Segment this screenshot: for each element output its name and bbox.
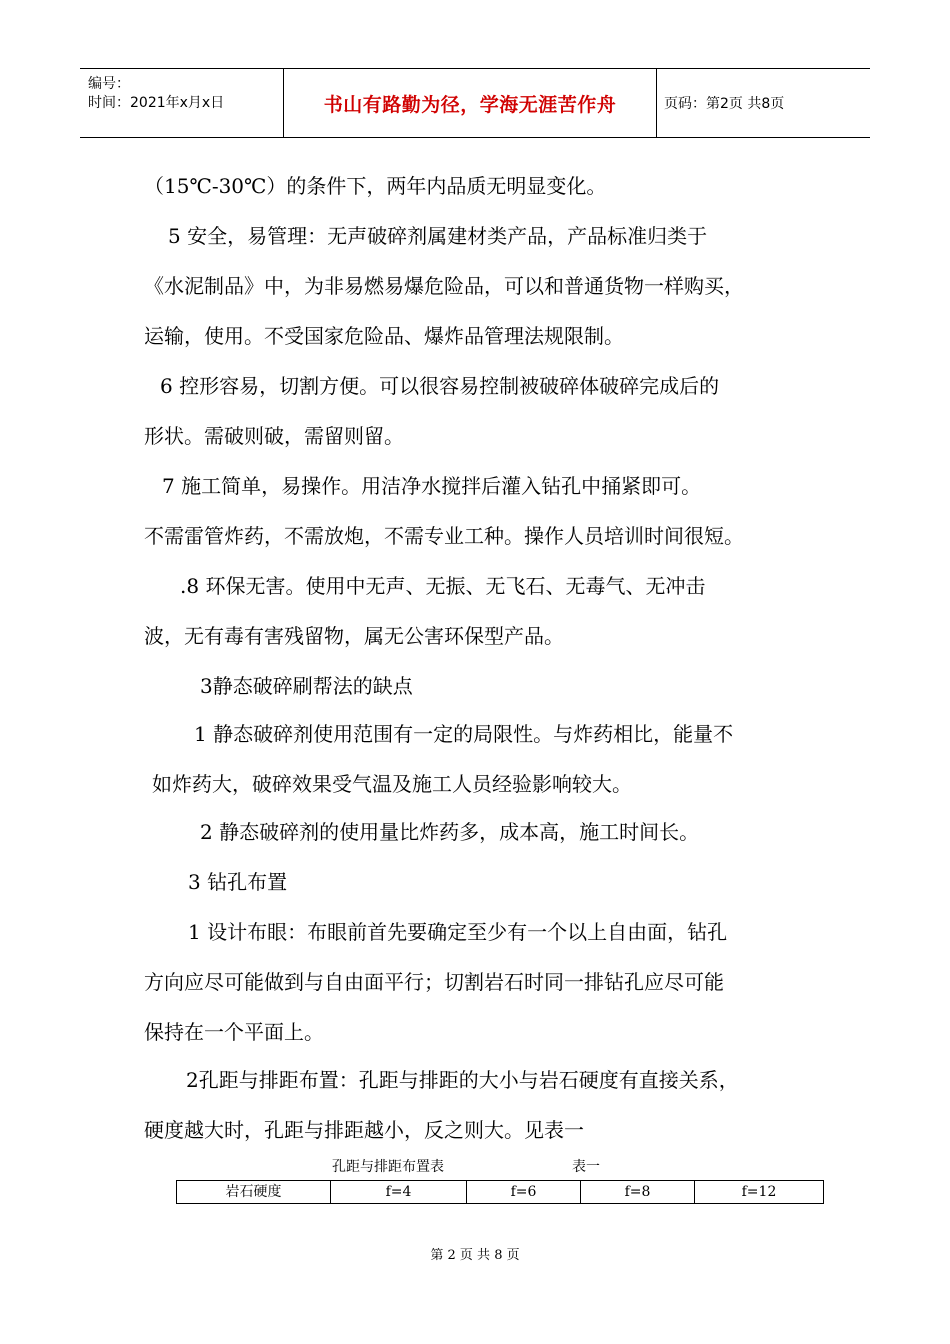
header-motto-cell bbox=[283, 69, 657, 137]
body-line: （15℃-30℃）的条件下，两年内品质无明显变化。 bbox=[144, 174, 607, 198]
body-line: 运输，使用。不受国家危险品、爆炸品管理法规限制。 bbox=[144, 324, 624, 348]
body-line: 不需雷管炸药，不需放炮，不需专业工种。操作人员培训时间很短。 bbox=[144, 524, 744, 548]
table-cell: f=4 bbox=[331, 1181, 467, 1203]
table-cell: f=6 bbox=[467, 1181, 581, 1203]
section-heading: 3静态破碎刷帮法的缺点 bbox=[200, 674, 413, 698]
spacing-table bbox=[176, 1180, 824, 1204]
body-line: 形状。需破则破，需留则留。 bbox=[144, 424, 404, 448]
page-footer: 第 2 页 共 8 页 bbox=[430, 1248, 520, 1263]
body-line: 如炸药大，破碎效果受气温及施工人员经验影响较大。 bbox=[152, 772, 632, 796]
header-page-info: 页码：第2页 共8页 bbox=[664, 96, 785, 112]
body-line: 方向应尽可能做到与自由面平行；切割岩石时同一排钻孔应尽可能 bbox=[144, 970, 724, 994]
header-meta bbox=[80, 69, 283, 137]
body-line: 6 控形容易，切割方便。可以很容易控制被破碎体破碎完成后的 bbox=[160, 374, 720, 398]
body-line: .8 环保无害。使用中无声、无振、无飞石、无毒气、无冲击 bbox=[180, 574, 706, 598]
body-line: 硬度越大时，孔距与排距越小，反之则大。见表一 bbox=[144, 1118, 584, 1142]
section-heading: 3 钻孔布置 bbox=[188, 870, 288, 894]
body-line: 保持在一个平面上。 bbox=[144, 1020, 324, 1044]
table-cell: f=12 bbox=[741, 1184, 777, 1200]
table-title: 孔距与排距布置表 bbox=[332, 1159, 444, 1175]
table-label: 表一 bbox=[572, 1159, 600, 1175]
table-cell: 岩石硬度 bbox=[177, 1181, 331, 1203]
body-line: 7 施工简单，易操作。用洁净水搅拌后灌入钻孔中捅紧即可。 bbox=[162, 474, 702, 498]
header-time-label: 时间：2021年x月x日 bbox=[88, 95, 225, 111]
body-line: 5 安全，易管理：无声破碎剂属建材类产品，产品标准归类于 bbox=[168, 224, 708, 248]
body-line: 1 静态破碎剂使用范围有一定的局限性。与炸药相比，能量不 bbox=[194, 722, 734, 746]
body-line: 2孔距与排距布置：孔距与排距的大小与岩石硬度有直接关系， bbox=[186, 1068, 739, 1092]
header-motto: 书山有路勤为径，学海无涯苦作舟 bbox=[323, 93, 617, 116]
body-line: 波，无有毒有害残留物，属无公害环保型产品。 bbox=[144, 624, 564, 648]
header-number-label: 编号： bbox=[88, 76, 130, 92]
table-cell: f=8 bbox=[581, 1181, 695, 1203]
body-line: 1 设计布眼：布眼前首先要确定至少有一个以上自由面，钻孔 bbox=[188, 920, 728, 944]
body-line: 2 静态破碎剂的使用量比炸药多，成本高，施工时间长。 bbox=[200, 820, 700, 844]
page-header bbox=[80, 68, 870, 138]
body-line: 《水泥制品》中，为非易燃易爆危险品，可以和普通货物一样购买， bbox=[144, 274, 744, 298]
